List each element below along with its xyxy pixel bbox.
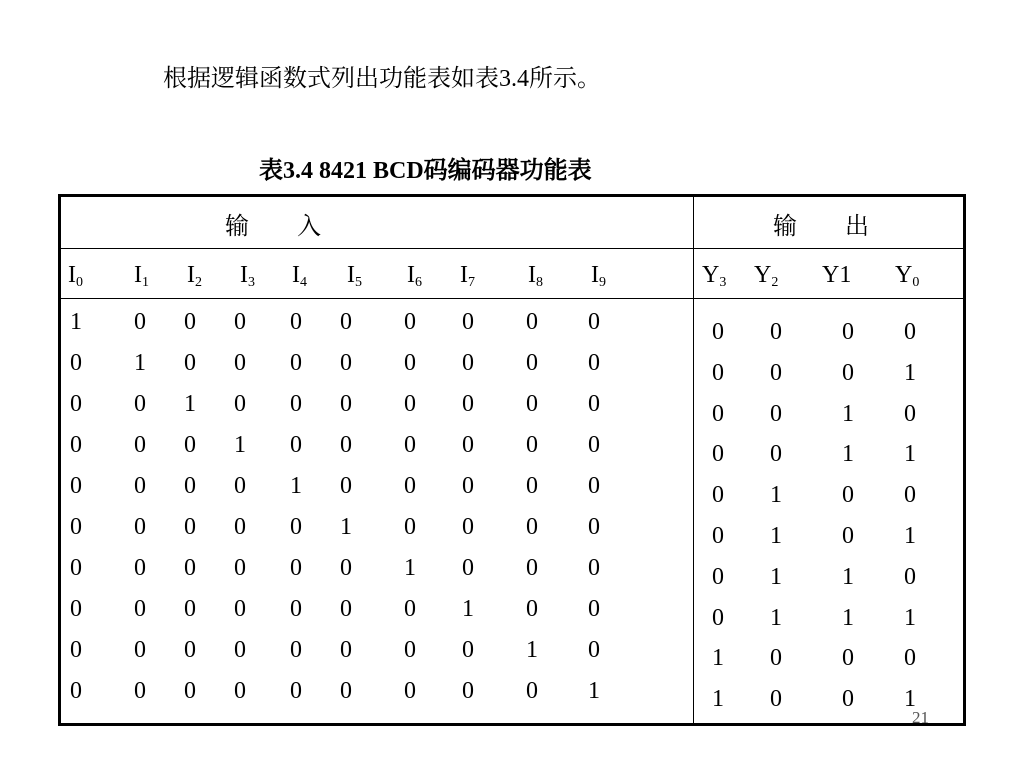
output-cell: 0 — [770, 319, 782, 345]
output-cell: 0 — [904, 645, 916, 672]
input-cell: 0 — [526, 391, 538, 417]
input-cell: 1 — [184, 391, 196, 417]
input-cell: 0 — [340, 432, 352, 458]
table-divider-header — [61, 248, 963, 249]
input-cell: 0 — [184, 350, 196, 376]
input-cell: 0 — [290, 678, 302, 704]
input-cell: 0 — [588, 637, 600, 663]
output-cell: 0 — [712, 604, 724, 631]
input-cell: 0 — [184, 473, 196, 499]
input-cell: 0 — [70, 555, 82, 581]
output-cell: 0 — [842, 686, 854, 713]
input-cell: 0 — [70, 350, 82, 376]
output-cell: 0 — [842, 319, 854, 345]
input-cell: 0 — [404, 391, 416, 417]
input-cell: 1 — [404, 555, 416, 581]
input-cell: 0 — [290, 432, 302, 458]
output-cell: 1 — [770, 523, 782, 549]
input-cell: 0 — [134, 596, 146, 622]
output-cell: 0 — [770, 441, 782, 468]
input-cell: 0 — [340, 637, 352, 663]
input-cell: 0 — [184, 309, 196, 335]
input-cell: 0 — [234, 391, 246, 417]
input-label-1: $I_1$ — [134, 262, 149, 290]
input-cell: 0 — [290, 596, 302, 622]
input-cell: 0 — [184, 514, 196, 540]
output-label-1: $Y_2$ — [754, 262, 779, 290]
output-cell: 0 — [712, 400, 724, 427]
input-cell: 0 — [404, 637, 416, 663]
input-cell: 0 — [234, 473, 246, 499]
input-cell: 0 — [184, 432, 196, 458]
output-cell: 0 — [904, 563, 916, 590]
input-cell: 1 — [340, 514, 352, 540]
input-cell: 0 — [526, 309, 538, 335]
input-cell: 0 — [184, 637, 196, 663]
input-label-2: $I_2$ — [187, 262, 202, 290]
input-cell: 0 — [340, 555, 352, 581]
input-label-6: $I_6$ — [407, 262, 422, 290]
input-cell: 0 — [234, 514, 246, 540]
output-cell: 0 — [712, 523, 724, 549]
input-cell: 0 — [588, 350, 600, 376]
table-caption: 表3.4 8421 BCD码编码器功能表 — [259, 158, 592, 184]
output-cell: 0 — [712, 563, 724, 590]
input-cell: 0 — [70, 514, 82, 540]
output-label-0: $Y_3$ — [702, 262, 727, 290]
input-cell: 0 — [134, 432, 146, 458]
output-cell: 1 — [904, 686, 916, 713]
output-cell: 1 — [904, 359, 916, 386]
output-cell: 1 — [712, 686, 724, 713]
input-cell: 0 — [462, 637, 474, 663]
input-cell: 0 — [340, 596, 352, 622]
input-cell: 0 — [70, 637, 82, 663]
output-cell: 0 — [842, 645, 854, 672]
input-cell: 0 — [588, 432, 600, 458]
output-cell: 0 — [770, 645, 782, 672]
input-cell: 1 — [234, 432, 246, 458]
input-cell: 0 — [526, 350, 538, 376]
input-cell: 0 — [70, 678, 82, 704]
output-cell: 0 — [712, 359, 724, 386]
input-cell: 0 — [462, 514, 474, 540]
input-cell: 0 — [526, 678, 538, 704]
input-cell: 1 — [462, 596, 474, 622]
input-label-3: $I_3$ — [240, 262, 255, 290]
input-cell: 0 — [70, 391, 82, 417]
output-cell: 1 — [770, 604, 782, 631]
input-cell: 0 — [462, 678, 474, 704]
output-label-2: Y1 — [822, 262, 852, 288]
output-cell: 1 — [712, 645, 724, 672]
input-cell: 0 — [134, 473, 146, 499]
input-cell: 0 — [462, 432, 474, 458]
input-label-7: $I_7$ — [460, 262, 475, 290]
input-cell: 0 — [462, 555, 474, 581]
table-divider-labels — [61, 298, 963, 299]
output-cell: 0 — [712, 319, 724, 345]
input-cell: 0 — [404, 309, 416, 335]
input-label-9: $I_9$ — [591, 262, 606, 290]
output-cell: 0 — [904, 319, 916, 345]
input-cell: 0 — [134, 678, 146, 704]
table-divider-vertical — [693, 197, 694, 723]
input-header: 输 入 — [225, 214, 321, 240]
input-cell: 1 — [526, 637, 538, 663]
input-cell: 0 — [404, 432, 416, 458]
input-cell: 0 — [234, 309, 246, 335]
input-cell: 0 — [588, 555, 600, 581]
input-cell: 0 — [234, 555, 246, 581]
input-cell: 0 — [588, 309, 600, 335]
output-cell: 0 — [842, 359, 854, 386]
output-cell: 1 — [904, 604, 916, 631]
input-cell: 0 — [526, 514, 538, 540]
input-cell: 1 — [134, 350, 146, 376]
input-cell: 0 — [588, 473, 600, 499]
input-cell: 0 — [462, 350, 474, 376]
input-cell: 0 — [404, 678, 416, 704]
input-cell: 0 — [404, 514, 416, 540]
input-cell: 0 — [134, 309, 146, 335]
output-cell: 0 — [842, 523, 854, 549]
input-cell: 1 — [290, 473, 302, 499]
input-cell: 0 — [404, 473, 416, 499]
input-cell: 0 — [340, 473, 352, 499]
input-cell: 0 — [340, 309, 352, 335]
output-label-3: $Y_0$ — [895, 262, 920, 290]
input-cell: 0 — [184, 596, 196, 622]
input-cell: 0 — [134, 555, 146, 581]
output-cell: 0 — [712, 441, 724, 468]
input-cell: 0 — [184, 555, 196, 581]
output-header: 输 出 — [773, 214, 869, 240]
output-cell: 1 — [842, 563, 854, 590]
intro-text: 根据逻辑函数式列出功能表如表3.4所示。 — [163, 66, 601, 92]
input-cell: 0 — [404, 596, 416, 622]
input-cell: 0 — [462, 309, 474, 335]
output-cell: 0 — [904, 482, 916, 509]
input-cell: 0 — [290, 637, 302, 663]
input-label-5: $I_5$ — [347, 262, 362, 290]
output-cell: 1 — [842, 400, 854, 427]
input-cell: 0 — [234, 596, 246, 622]
input-cell: 0 — [134, 637, 146, 663]
page-number: 21 — [912, 708, 929, 727]
output-cell: 1 — [842, 604, 854, 631]
input-cell: 1 — [70, 309, 82, 335]
input-label-4: $I_4$ — [292, 262, 307, 290]
output-cell: 0 — [842, 482, 854, 509]
input-cell: 1 — [588, 678, 600, 704]
input-cell: 0 — [588, 596, 600, 622]
input-cell: 0 — [462, 391, 474, 417]
output-cell: 0 — [712, 482, 724, 509]
input-cell: 0 — [588, 514, 600, 540]
output-cell: 0 — [904, 400, 916, 427]
output-cell: 1 — [904, 523, 916, 549]
output-cell: 0 — [770, 686, 782, 713]
input-cell: 0 — [340, 391, 352, 417]
input-cell: 0 — [290, 555, 302, 581]
input-label-8: $I_8$ — [528, 262, 543, 290]
input-cell: 0 — [234, 350, 246, 376]
input-cell: 0 — [340, 350, 352, 376]
output-cell: 0 — [770, 400, 782, 427]
input-cell: 0 — [462, 473, 474, 499]
input-cell: 0 — [290, 391, 302, 417]
input-cell: 0 — [290, 309, 302, 335]
output-cell: 1 — [904, 441, 916, 468]
input-cell: 0 — [234, 637, 246, 663]
input-cell: 0 — [70, 473, 82, 499]
input-cell: 0 — [588, 391, 600, 417]
input-cell: 0 — [134, 514, 146, 540]
input-label-0: $I_0$ — [68, 262, 83, 290]
input-cell: 0 — [290, 514, 302, 540]
input-cell: 0 — [134, 391, 146, 417]
input-cell: 0 — [234, 678, 246, 704]
output-cell: 0 — [770, 359, 782, 386]
input-cell: 0 — [70, 596, 82, 622]
input-cell: 0 — [70, 432, 82, 458]
input-cell: 0 — [340, 678, 352, 704]
input-cell: 0 — [404, 350, 416, 376]
input-cell: 0 — [526, 473, 538, 499]
input-cell: 0 — [184, 678, 196, 704]
output-cell: 1 — [770, 482, 782, 509]
output-cell: 1 — [770, 563, 782, 590]
input-cell: 0 — [526, 596, 538, 622]
input-cell: 0 — [526, 432, 538, 458]
input-cell: 0 — [290, 350, 302, 376]
output-cell: 1 — [842, 441, 854, 468]
input-cell: 0 — [526, 555, 538, 581]
